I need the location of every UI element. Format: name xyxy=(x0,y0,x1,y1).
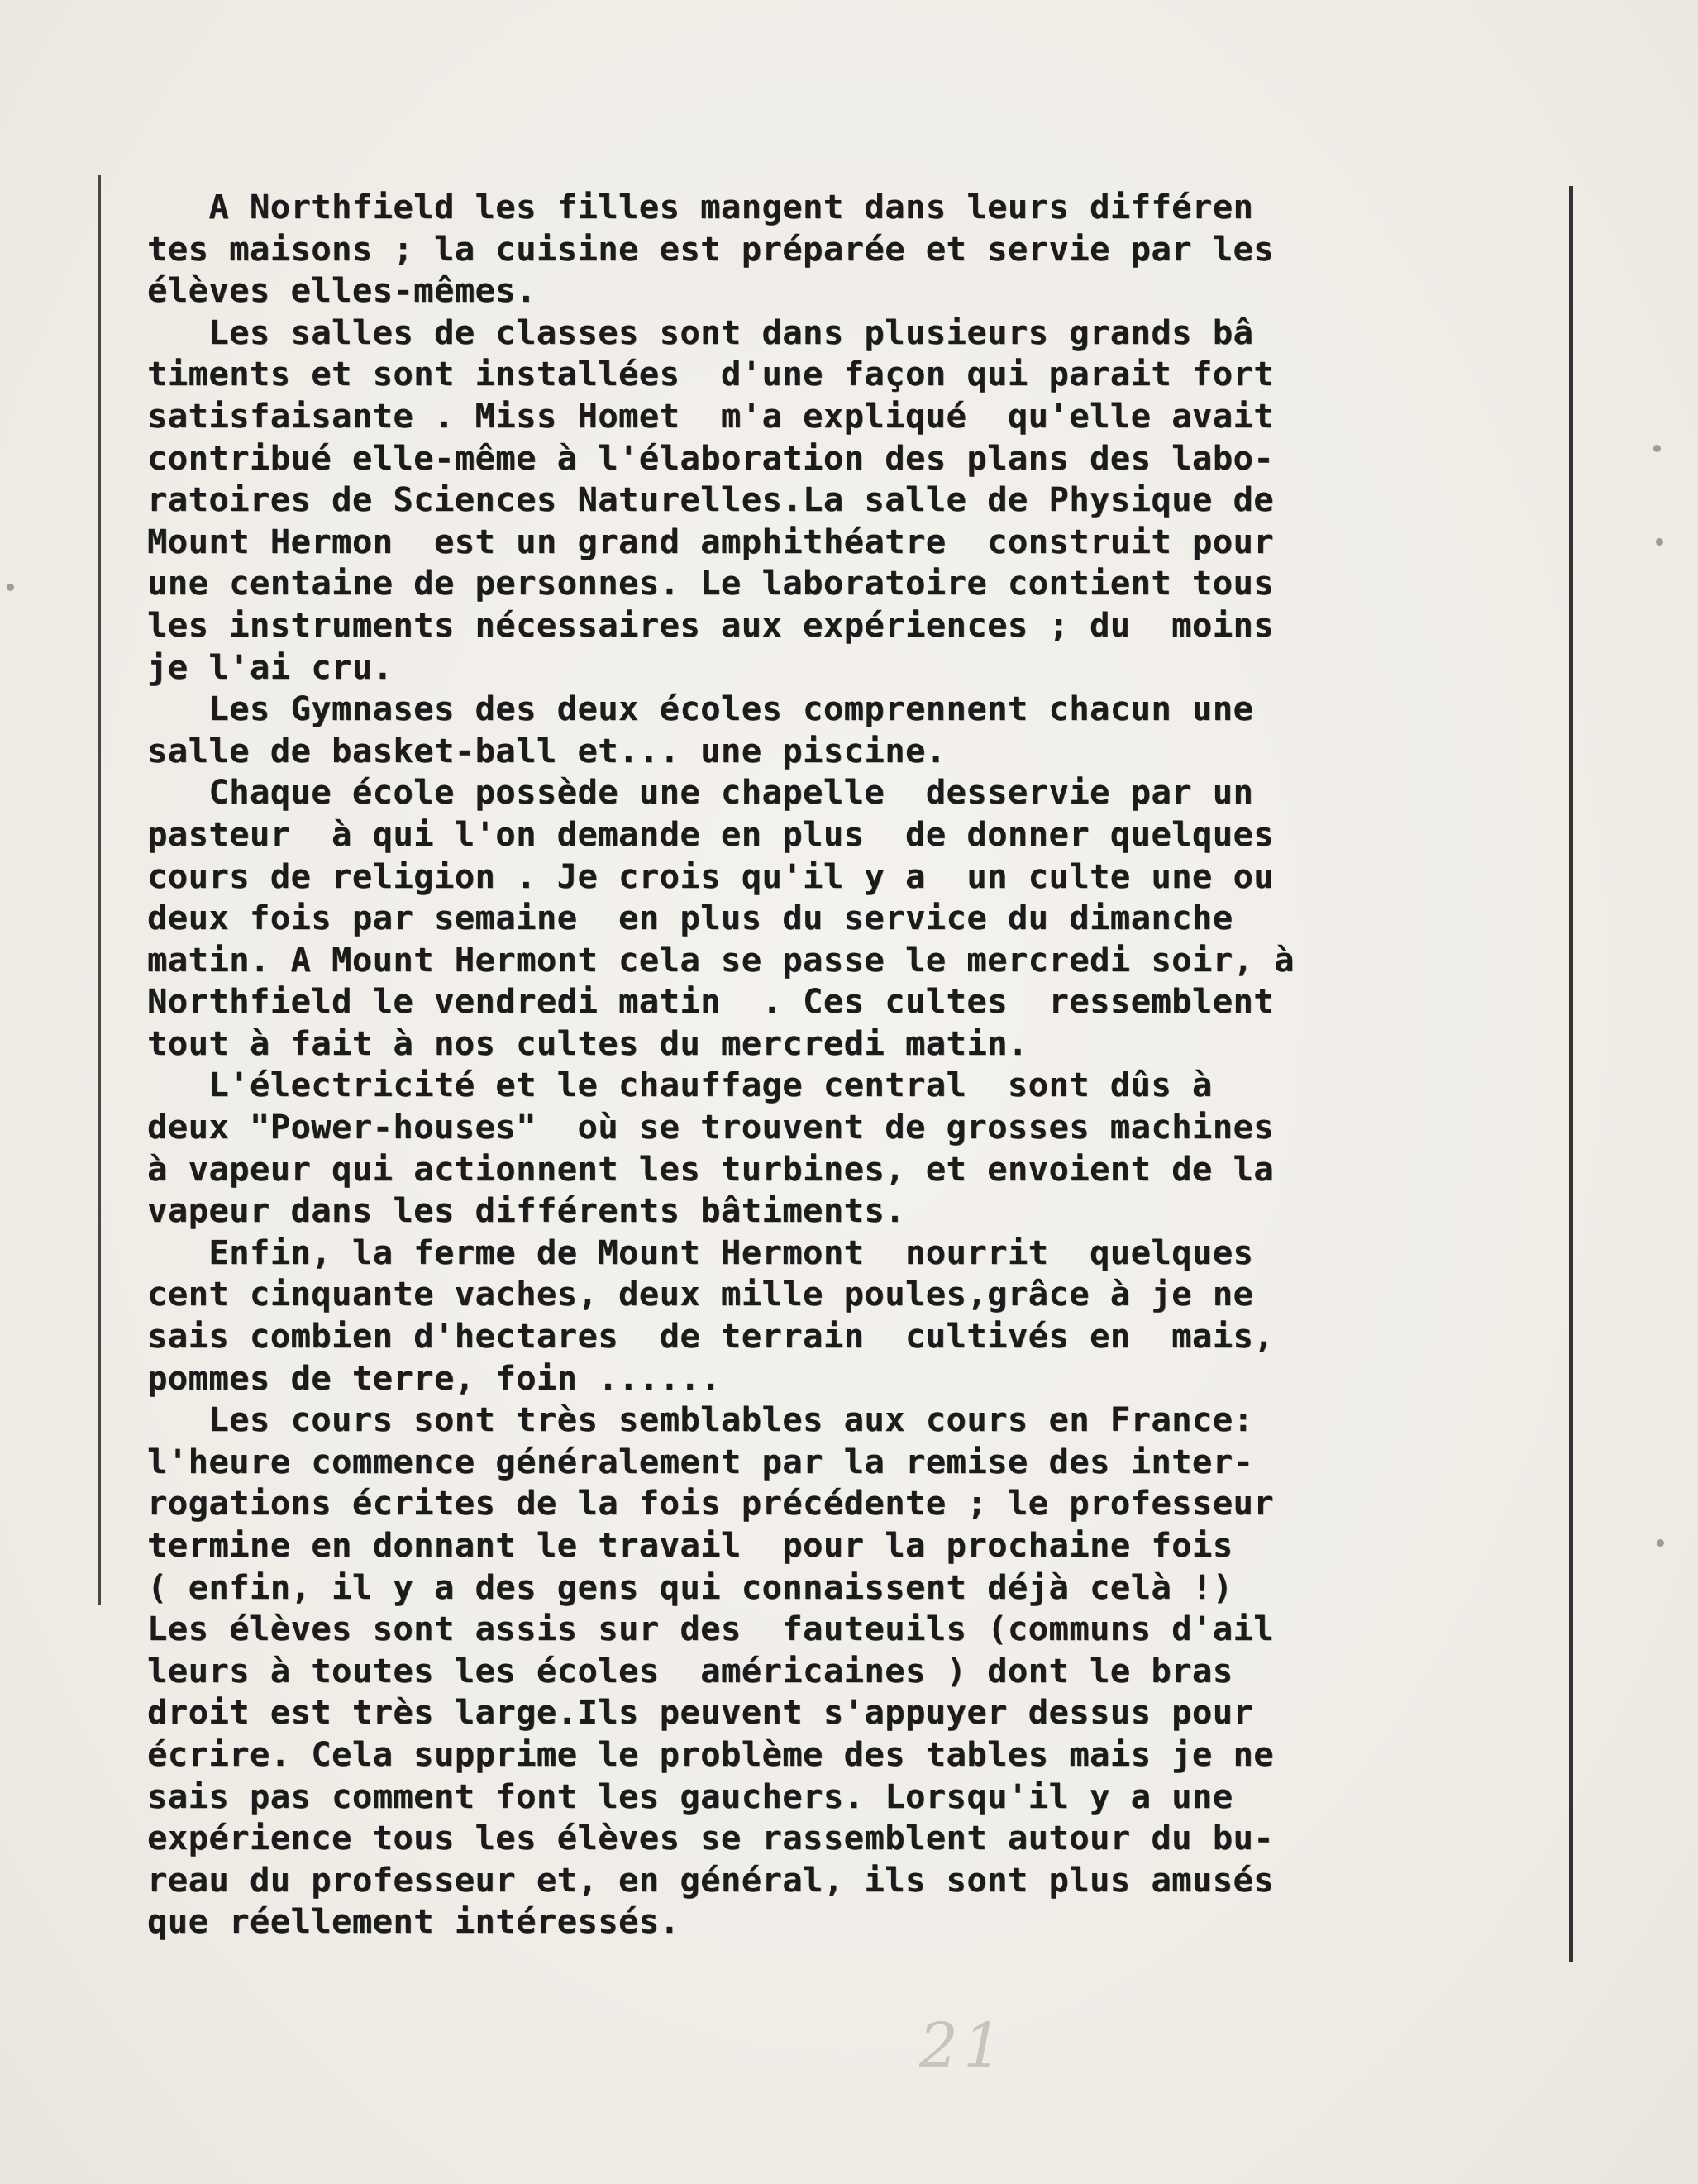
text-line: écrire. Cela supprime le problème des tables mais je ne xyxy=(147,1733,1275,1774)
text-line: termine en donnant le travail pour la prochaine fois xyxy=(147,1525,1233,1565)
punch-dot xyxy=(7,584,14,591)
text-line: élèves elles-mêmes. xyxy=(147,270,537,311)
text-line: reau du professeur et, en général, ils sont plus amusés xyxy=(147,1859,1275,1900)
text-line: ( enfin, il y a des gens qui connaissent déjà celà !) xyxy=(147,1566,1233,1607)
punch-dot xyxy=(1656,538,1663,546)
text-line: à vapeur qui actionnent les turbines, et envoient de la xyxy=(147,1148,1275,1189)
page-number: 21 xyxy=(919,2010,1008,2081)
text-line: timents et sont installées d'une façon qui parait fort xyxy=(147,354,1275,394)
text-line: vapeur dans les différents bâtiments. xyxy=(147,1190,905,1231)
text-line: une centaine de personnes. Le laboratoire contient tous xyxy=(147,563,1275,603)
text-line: Les élèves sont assis sur des fauteuils (communs d'ail xyxy=(147,1609,1275,1649)
text-line: pasteur à qui l'on demande en plus de donner quelques xyxy=(147,813,1275,854)
text-line: A Northfield les filles mangent dans leurs différen xyxy=(147,187,1254,227)
text-line: pommes de terre, foin ...... xyxy=(147,1357,721,1398)
text-line: matin. A Mount Hermont cela se passe le mercredi soir, à xyxy=(147,939,1295,980)
text-line: ratoires de Sciences Naturelles.La salle de Physique de xyxy=(147,479,1275,520)
text-line: deux fois par semaine en plus du service du dimanche xyxy=(147,898,1233,938)
text-line: droit est très large.Ils peuvent s'appuyer dessus pour xyxy=(147,1692,1254,1733)
text-line: tout à fait à nos cultes du mercredi matin. xyxy=(147,1023,1028,1063)
text-line: satisfaisante . Miss Homet m'a expliqué qu'elle avait xyxy=(147,395,1275,436)
text-line: Chaque école possède une chapelle desservie par un xyxy=(147,772,1254,813)
text-line: Northfield le vendredi matin . Ces cultes ressemblent xyxy=(147,981,1275,1022)
text-line: cours de religion . Je crois qu'il y a un culte une ou xyxy=(147,856,1275,896)
text-line: l'heure commence généralement par la remise des inter- xyxy=(147,1441,1254,1481)
typed-text-body xyxy=(147,186,1536,1943)
text-line: Mount Hermon est un grand amphithéatre construit pour xyxy=(147,521,1275,561)
text-line: deux "Power-houses" où se trouvent de grosses machines xyxy=(147,1107,1275,1147)
text-line: contribué elle-même à l'élaboration des plans des labo- xyxy=(147,437,1275,478)
text-line: sais pas comment font les gauchers. Lorsqu'il y a une xyxy=(147,1776,1233,1816)
text-line: cent cinquante vaches, deux mille poules,grâce à je ne xyxy=(147,1274,1254,1314)
text-line: Les salles de classes sont dans plusieurs grands bâ xyxy=(147,312,1254,352)
text-line: Les cours sont très semblables aux cours en France: xyxy=(147,1400,1254,1440)
text-line: que réellement intéressés. xyxy=(147,1901,680,1942)
text-line: expérience tous les élèves se rassemblent autour du bu- xyxy=(147,1818,1275,1858)
text-line: salle de basket-ball et... une piscine. xyxy=(147,730,947,770)
text-line: L'électricité et le chauffage central sont dûs à xyxy=(147,1065,1213,1105)
text-line: les instruments nécessaires aux expériences ; du moins xyxy=(147,604,1275,645)
text-line: tes maisons ; la cuisine est préparée et servie par les xyxy=(147,228,1275,269)
right-margin-rule xyxy=(1569,186,1573,1962)
left-margin-rule xyxy=(98,175,101,1605)
text-line: Enfin, la ferme de Mount Hermont nourrit quelques xyxy=(147,1232,1254,1272)
text-line: rogations écrites de la fois précédente ; le professeur xyxy=(147,1483,1275,1524)
punch-dot xyxy=(1657,1539,1664,1547)
text-line: leurs à toutes les écoles américaines ) dont le bras xyxy=(147,1650,1233,1690)
text-line: je l'ai cru. xyxy=(147,646,393,687)
text-line: sais combien d'hectares de terrain cultivés en mais, xyxy=(147,1316,1275,1357)
punch-dot xyxy=(1653,445,1661,452)
text-line: Les Gymnases des deux écoles comprennent chacun une xyxy=(147,689,1254,729)
